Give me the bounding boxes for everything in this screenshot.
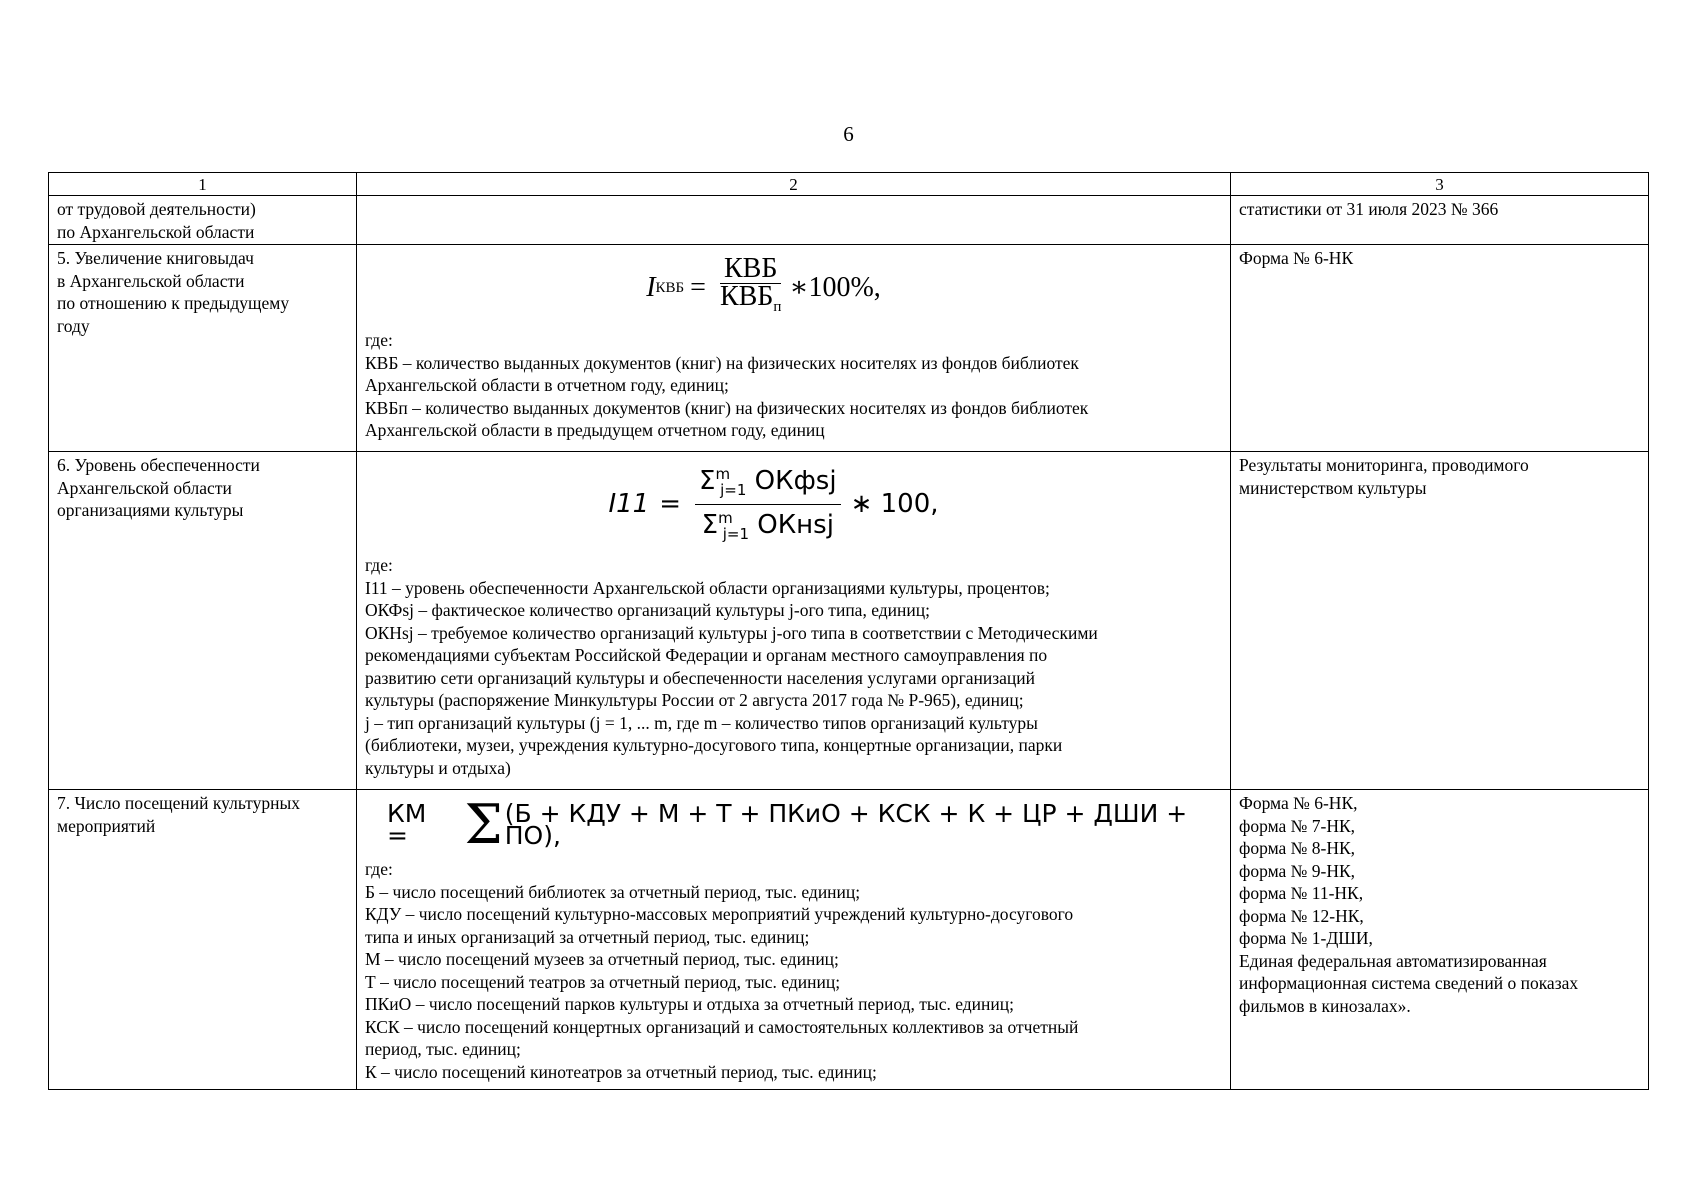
definition-line: КВБ – количество выданных документов (книг) на физических носителях из фондов библиотек — [365, 352, 1079, 373]
definition-line: КДУ – число посещений культурно-массовых мероприятий учреждений культурно-досугового — [365, 904, 1074, 924]
source-line: фильмов в кинозалах». — [1239, 995, 1411, 1016]
definition-line: М – число посещений музеев за отчетный период, тыс. единиц; — [365, 949, 839, 969]
source-cell — [1231, 790, 1649, 1090]
formula-tail: ∗ 100, — [850, 488, 939, 519]
indicator-name-cell — [49, 790, 357, 1090]
formula-fraction — [695, 463, 841, 545]
definition-line: Архангельской области в предыдущем отчетном году, единиц — [365, 420, 825, 440]
formula-km — [365, 792, 1222, 858]
formula-numerator: КВБ — [720, 258, 781, 284]
indicator-name-line: Архангельской области — [57, 477, 232, 498]
sigma-sup: m — [718, 508, 733, 527]
where-label: где: — [365, 859, 393, 879]
source-line: Единая федеральная автоматизированная — [1239, 950, 1547, 971]
sigma-symbol: Σ — [464, 793, 503, 856]
sigma-sub: j=1 — [720, 481, 747, 499]
indicator-name-line: мероприятий — [57, 815, 156, 836]
definition-line: К – число посещений кинотеатров за отчетный период, тыс. единиц; — [365, 1061, 877, 1082]
source-line: Результаты мониторинга, проводимого — [1239, 455, 1529, 475]
formula-lhs-sub: КВБ — [655, 279, 685, 296]
table-row — [49, 790, 1649, 1090]
indicator-name-line: организациями культуры — [57, 500, 244, 520]
formula-denominator — [698, 505, 838, 546]
formula-i11 — [365, 454, 1182, 554]
formula-tail: ∗100%, — [789, 271, 881, 303]
definition-line: КВБп – количество выданных документов (книг) на физических носителях из фондов библиотек — [365, 397, 1089, 418]
formula-kvb — [365, 247, 1162, 329]
indicator-name-line: по отношению к предыдущему — [57, 293, 290, 313]
definition-line: (библиотеки, музеи, учреждения культурно-досугового типа, концертные организации, парки — [365, 735, 1063, 755]
indicators-table — [48, 172, 1649, 1090]
definition-line: КСК – число посещений концертных организаций и самостоятельных коллективов за отчетный — [365, 1016, 1079, 1037]
formula-eq: = — [659, 488, 682, 519]
source-line: форма № 7-НК, — [1239, 815, 1356, 836]
source-line: форма № 8-НК, — [1239, 838, 1356, 858]
definition-line: Б – число посещений библиотек за отчетный период, тыс. единиц; — [365, 881, 861, 902]
source-line: Форма № 6-НК, — [1239, 793, 1358, 813]
source-line: министерством культуры — [1239, 477, 1427, 498]
source-line: форма № 11-НК, — [1239, 883, 1364, 903]
formula-cell — [357, 790, 1231, 1090]
formula-lhs: I11 — [608, 488, 650, 519]
definition-line: ОКНsj – требуемое количество организаций культуры j-ого типа в соответствии с Методическими — [365, 622, 1098, 643]
definition-line: Т – число посещений театров за отчетный период, тыс. единиц; — [365, 971, 841, 992]
table-row — [49, 196, 1649, 245]
definition-line: период, тыс. единиц; — [365, 1039, 521, 1059]
definition-line: типа и иных организаций за отчетный период, тыс. единиц; — [365, 926, 810, 947]
sigma-symbol: Σ — [701, 509, 719, 540]
source-line: статистики от 31 июля 2023 № 366 — [1239, 199, 1499, 219]
indicator-name-line: году — [57, 315, 90, 336]
formula-cell — [357, 452, 1231, 790]
formula-den-sub: п — [773, 298, 782, 315]
formula-lhs: КМ = — [387, 798, 427, 850]
indicator-name-line: 6. Уровень обеспеченности — [57, 455, 260, 475]
formula-denominator — [716, 280, 785, 319]
definition-line: ПКиО – число посещений парков культуры и отдыха за отчетный период, тыс. единиц; — [365, 994, 1014, 1014]
formula-body: (Б + КДУ + М + Т + ПКиО + КСК + К + ЦР + ДШИ + ПО), — [504, 798, 1188, 850]
source-line: Форма № 6-НК — [1239, 248, 1354, 268]
table-row — [49, 245, 1649, 452]
page-number: 6 — [843, 122, 854, 146]
source-cell — [1231, 245, 1649, 452]
sigma-sup: m — [715, 465, 731, 483]
definition-line: j – тип организаций культуры (j = 1, ... m, где m – количество типов организаций культуры — [365, 712, 1038, 733]
formula-den-main: КВБ — [719, 280, 774, 312]
formula-numerator — [695, 463, 841, 505]
definition-line: рекомендациями субъектам Российской Федерации и органам местного самоуправления по — [365, 645, 1048, 665]
source-line: информационная система сведений о показах — [1239, 973, 1579, 993]
indicator-name-line: от трудовой деятельности) — [57, 199, 256, 219]
formula-cell — [357, 245, 1231, 452]
table-header-row — [49, 173, 1649, 196]
formula-den-term: ОКнsj — [757, 509, 834, 540]
header-cell-2: 2 — [357, 173, 1231, 196]
source-cell — [1231, 452, 1649, 790]
definition-line: культуры и отдыха) — [365, 757, 511, 778]
table-row — [49, 452, 1649, 790]
indicator-name-cell — [49, 452, 357, 790]
header-cell-1: 1 — [49, 173, 357, 196]
definition-line: культуры (распоряжение Минкультуры России от 2 августа 2017 года № Р-965), единиц; — [365, 690, 1024, 710]
indicator-name-line: 5. Увеличение книговыдач — [57, 248, 254, 268]
definition-line: развитию сети организаций культуры и обеспеченности населения услугами организаций — [365, 667, 1036, 688]
formula-eq: = — [690, 271, 706, 303]
source-line: форма № 12-НК, — [1239, 905, 1364, 926]
header-cell-3: 3 — [1231, 173, 1649, 196]
indicator-name-cell — [49, 245, 357, 452]
where-label: где: — [365, 330, 393, 350]
formula-lhs: I — [646, 271, 656, 303]
source-cell — [1231, 196, 1649, 245]
where-label: где: — [365, 555, 393, 575]
definition-line: ОКФsj – фактическое количество организаций культуры j-ого типа, единиц; — [365, 600, 930, 620]
formula-num-term: ОКфsj — [754, 466, 837, 496]
definition-line: I11 – уровень обеспеченности Архангельской области организациями культуры, процентов; — [365, 577, 1050, 598]
sigma-symbol: Σ — [699, 466, 716, 496]
formula-fraction — [716, 253, 785, 318]
sigma-sub: j=1 — [722, 524, 749, 543]
source-line: форма № 9-НК, — [1239, 860, 1356, 881]
indicator-name-line: 7. Число посещений культурных — [57, 793, 300, 813]
formula-cell — [357, 196, 1231, 245]
source-line: форма № 1-ДШИ, — [1239, 928, 1373, 948]
indicator-name-line: в Архангельской области — [57, 270, 245, 291]
definition-line: Архангельской области в отчетном году, единиц; — [365, 375, 729, 395]
indicator-name-line: по Архангельской области — [57, 221, 255, 242]
indicator-name-cell — [49, 196, 357, 245]
